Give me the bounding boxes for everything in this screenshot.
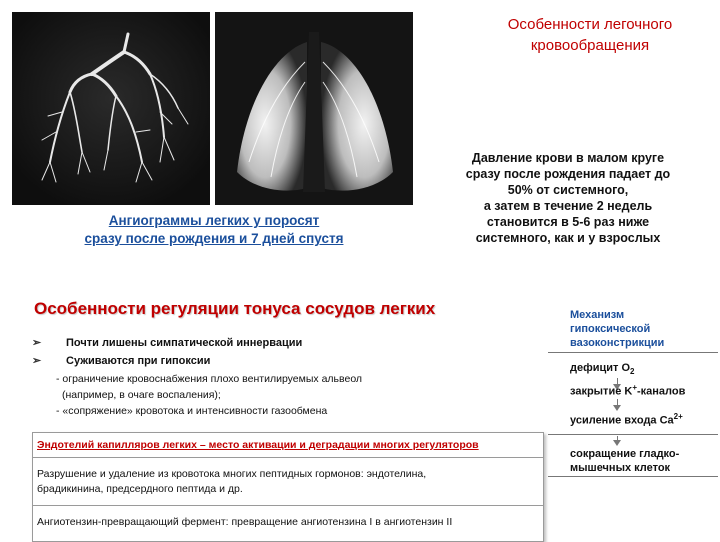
- arrow-down-icon: [613, 440, 621, 446]
- mechanism-step-ca: [570, 412, 683, 427]
- bullet-text: Почти лишены симпатической иннервации: [66, 337, 303, 349]
- mechanism-step-contraction: [570, 447, 679, 475]
- step-text: усиление входа Ca: [570, 414, 674, 427]
- regulation-title: Особенности регуляции тонуса сосудов легких: [34, 299, 436, 318]
- pressure-line2: сразу после рождения падает до: [465, 167, 671, 181]
- step-text: закрытие K: [570, 385, 633, 398]
- pressure-line5: становится в 5-6 раз ниже: [486, 215, 650, 229]
- endothelium-line3: Ангиотензин-превращающий фермент: превращение ангиотензина I в ангиотензин II: [37, 516, 453, 528]
- bullet-item-1: [32, 336, 302, 349]
- angiogram-newborn-image: [12, 12, 210, 205]
- pressure-line4: а затем в течение 2 недель: [483, 199, 653, 213]
- bullet-item-2: [32, 354, 210, 367]
- mechanism-title-line1: Механизм: [570, 309, 625, 321]
- arrow-down-icon: [613, 405, 621, 411]
- mechanism-divider: [548, 434, 718, 435]
- subitem-2: (например, в очаге воспаления);: [62, 389, 221, 401]
- bullet-arrow-icon: ➢: [32, 337, 42, 349]
- mechanism-title: [570, 308, 690, 350]
- step-tail: -каналов: [637, 385, 686, 398]
- pressure-line3: 50% от системного,: [507, 183, 629, 197]
- subitem-3: - «сопряжение» кровотока и интенсивности газообмена: [56, 405, 328, 417]
- step-superscript: +: [632, 383, 637, 392]
- bullet-text: Суживаются при гипоксии: [66, 355, 211, 367]
- pressure-line1: Давление крови в малом круге: [471, 151, 665, 165]
- pressure-description: [428, 150, 708, 246]
- endothelium-line2: брадикинина, предсердного пептида и др.: [37, 483, 243, 495]
- step-text-line2: мышечных клеток: [570, 462, 671, 474]
- mechanism-divider: [548, 352, 718, 353]
- angiogram-caption-line1: Ангиограммы легких у поросят: [108, 213, 320, 228]
- mechanism-divider: [548, 476, 718, 477]
- subitem-1: - ограничение кровоснабжения плохо вентилируемых альвеол: [56, 373, 363, 385]
- mechanism-step-k-channels: [570, 383, 685, 398]
- mechanism-title-line3: вазоконстрикции: [570, 337, 665, 349]
- step-text-line1: сокращение гладко-: [570, 448, 680, 460]
- step-superscript: 2+: [673, 412, 683, 421]
- page-title: Особенности легочного кровообращения: [507, 16, 673, 54]
- endothelium-box-title: Эндотелий капилляров легких – место активации и деградации многих регуляторов: [37, 439, 479, 451]
- mechanism-title-line2: гипоксической: [570, 323, 651, 335]
- angiogram-day7-image: [215, 12, 413, 205]
- angiogram-caption-line2: сразу после рождения и 7 дней спустя: [84, 231, 344, 246]
- bullet-arrow-icon: ➢: [32, 355, 42, 367]
- box-divider: [33, 505, 543, 506]
- step-text: дефицит O: [570, 362, 631, 374]
- step-subscript: 2: [630, 367, 635, 377]
- box-divider: [33, 457, 543, 458]
- mechanism-step-o2: [570, 362, 634, 376]
- pressure-line6: системного, как и у взрослых: [475, 231, 661, 245]
- endothelium-box: [32, 432, 544, 542]
- endothelium-line1: Разрушение и удаление из кровотока многих пептидных гормонов: эндотелина,: [37, 468, 427, 480]
- angiogram-caption: [14, 212, 414, 248]
